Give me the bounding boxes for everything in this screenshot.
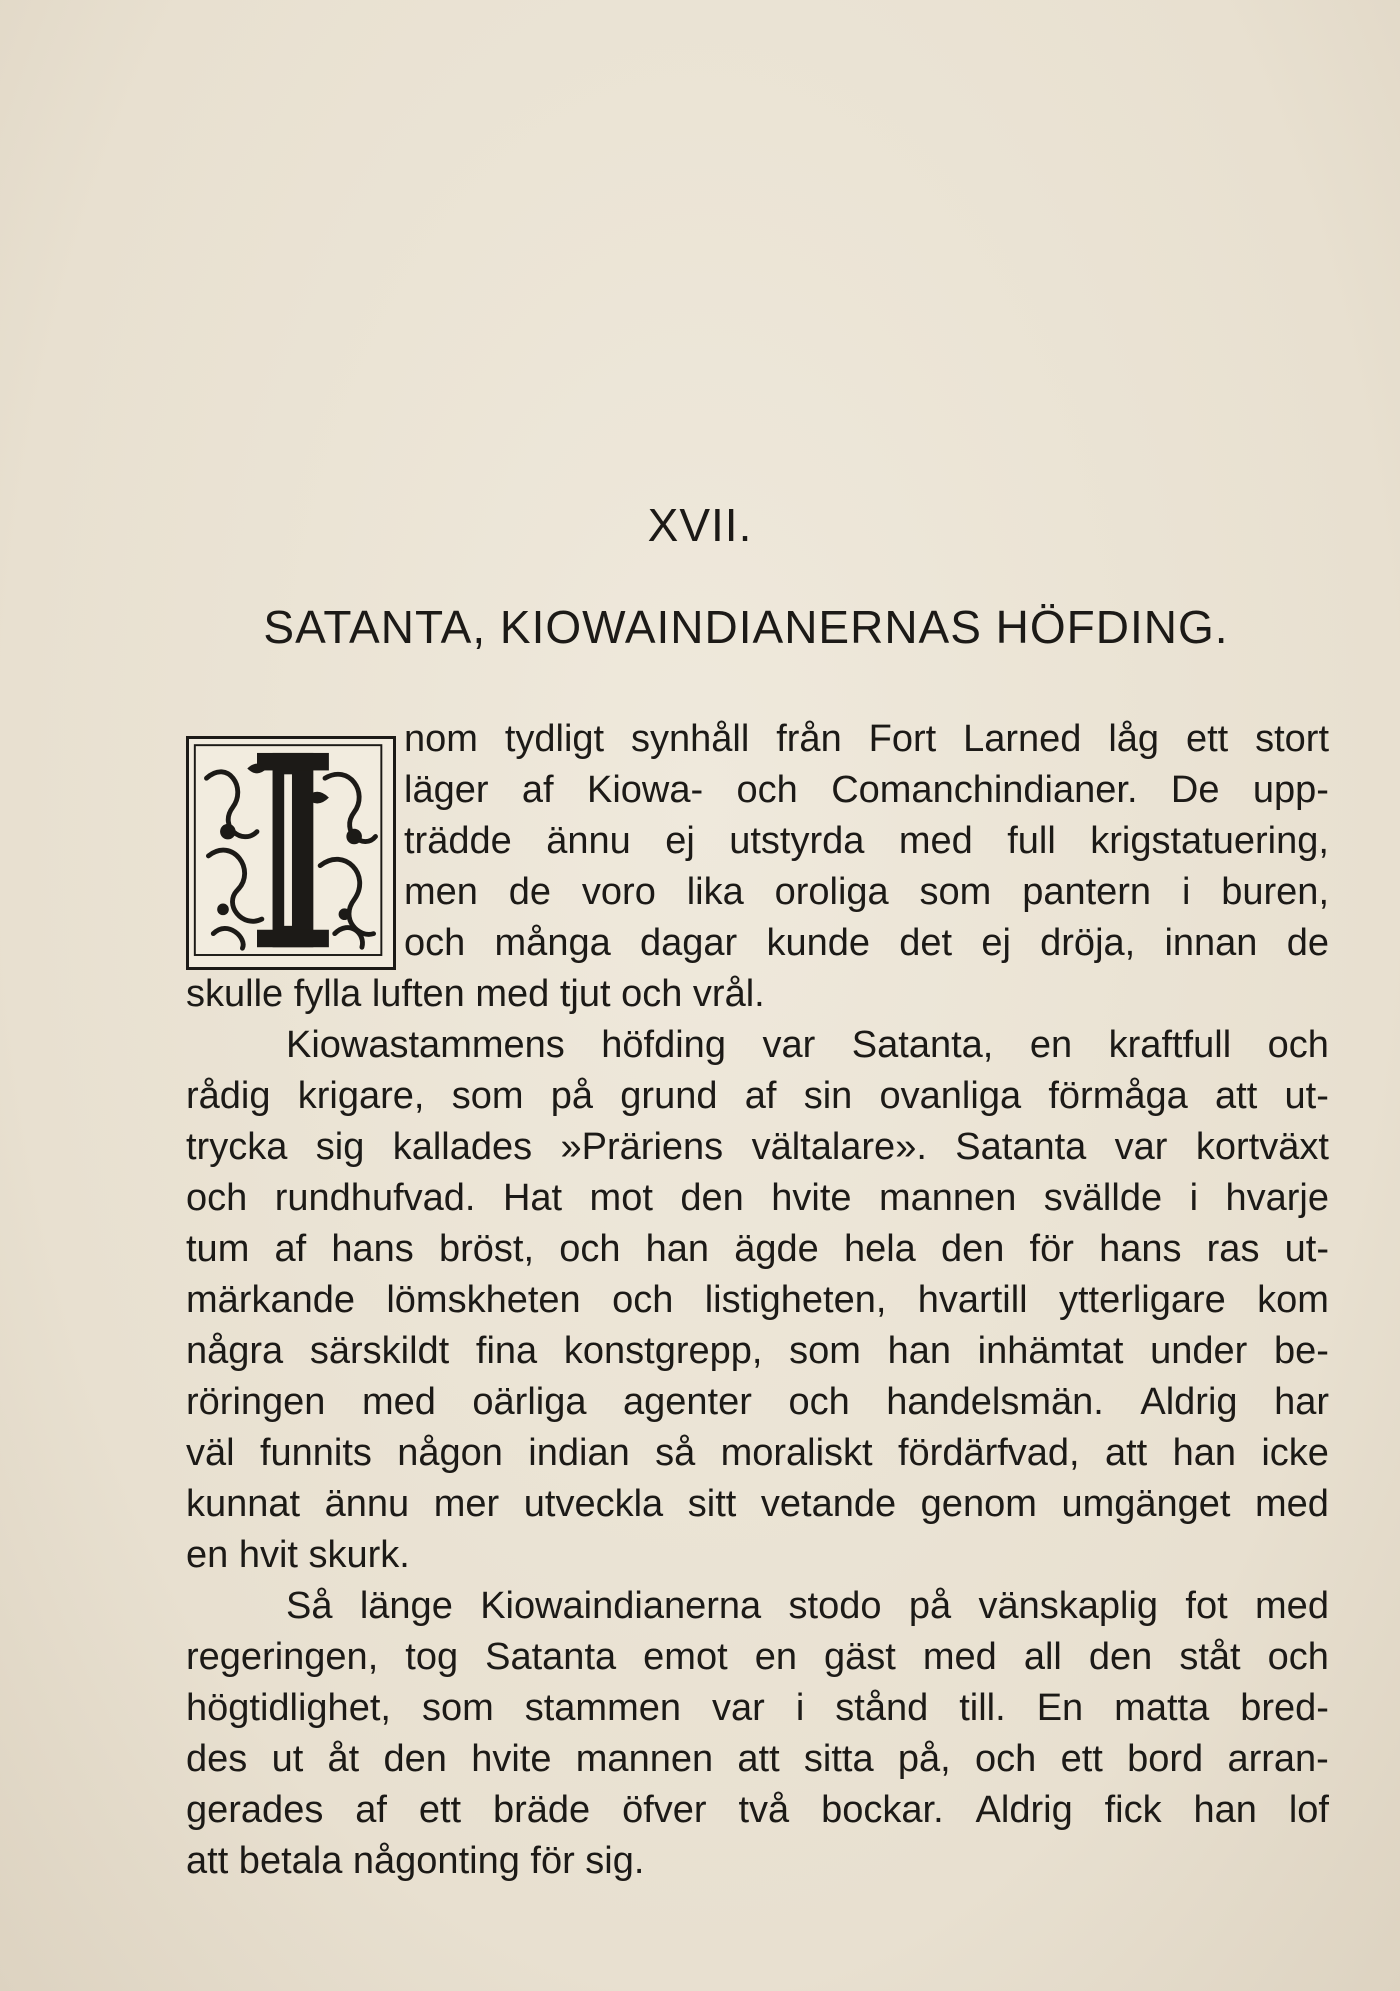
text-line-content (404, 918, 1329, 969)
word: väl (186, 1432, 235, 1474)
word: ovanliga (879, 1075, 1022, 1117)
word: öfver (622, 1789, 707, 1831)
word: ut- (1284, 1075, 1329, 1117)
word: handelsmän. (886, 1381, 1104, 1423)
word: kom (1257, 1279, 1329, 1321)
word: den (940, 1228, 1005, 1270)
word: bord (1127, 1738, 1204, 1780)
word: grund (620, 1075, 718, 1117)
text-line-content (404, 816, 1329, 867)
word: och (404, 922, 466, 964)
word: fick (1104, 1789, 1162, 1831)
word: moraliskt (720, 1432, 873, 1474)
word: upp- (1252, 769, 1329, 811)
word: under (1150, 1330, 1248, 1372)
word: mannen (575, 1738, 714, 1780)
word: Satanta, (851, 1024, 994, 1066)
word: dröja, (1040, 922, 1136, 964)
text-line (186, 1734, 1329, 1785)
text-line-content: en hvit skurk. (186, 1534, 410, 1576)
word: och (788, 1381, 850, 1423)
word: Kiowaindianerna (480, 1585, 762, 1627)
text-line-content (286, 1581, 1329, 1632)
word: krigstatuering, (1090, 820, 1329, 862)
word: mannen (879, 1177, 1017, 1219)
word: och (1267, 1024, 1329, 1066)
word: någon (397, 1432, 503, 1474)
word: fot (1185, 1585, 1228, 1627)
word: stodo (788, 1585, 882, 1627)
word: agenter (623, 1381, 752, 1423)
word: Kiowa- (586, 769, 704, 811)
word: utstyrda (729, 820, 865, 862)
word: full (1007, 820, 1056, 862)
word: svällde (1043, 1177, 1163, 1219)
text-line-content (404, 867, 1329, 918)
word: sin (803, 1075, 853, 1117)
word: några (186, 1330, 284, 1372)
word: bräde (493, 1789, 591, 1831)
word: ägde (734, 1228, 819, 1270)
word: af (355, 1789, 387, 1831)
word: inhämtat (977, 1330, 1124, 1372)
word: han (1172, 1432, 1236, 1474)
chapter-number: XVII. (647, 499, 753, 551)
word: den (383, 1738, 447, 1780)
word: hvite (471, 1738, 552, 1780)
text-line-content (186, 1173, 1329, 1224)
word: lömskheten (386, 1279, 581, 1321)
word: voro (581, 871, 656, 913)
word: som (421, 1687, 494, 1729)
word: och (975, 1738, 1037, 1780)
word: hans (1099, 1228, 1182, 1270)
word: och (186, 1177, 248, 1219)
text-line-content (404, 714, 1329, 765)
word: lika (686, 871, 744, 913)
text-line (186, 1836, 1329, 1887)
word: vältalare». (751, 1126, 927, 1168)
word: märkande (186, 1279, 355, 1321)
word: gerades (186, 1789, 324, 1831)
word: gäst (824, 1636, 896, 1678)
word: ut (271, 1738, 304, 1780)
word: af (744, 1075, 777, 1117)
word: Comanchindianer. (831, 769, 1138, 811)
word: umgänget (1061, 1483, 1231, 1525)
word: tydligt (504, 718, 605, 760)
word: trädde (404, 820, 512, 862)
word: icke (1261, 1432, 1329, 1474)
word: hela (843, 1228, 916, 1270)
text-line (186, 1530, 1329, 1581)
text-line (186, 1020, 1329, 1071)
word: fördärfvad, (897, 1432, 1080, 1474)
word: mot (589, 1177, 653, 1219)
word: de (508, 871, 552, 913)
word: af (274, 1228, 307, 1270)
word: sitta (803, 1738, 874, 1780)
word: genom (920, 1483, 1037, 1525)
word: tum (186, 1228, 250, 1270)
text-line (186, 1785, 1329, 1836)
text-line (186, 1377, 1329, 1428)
word: till. (959, 1687, 1006, 1729)
word: höfding (601, 1024, 726, 1066)
word: förmåga (1048, 1075, 1188, 1117)
text-line (186, 1071, 1329, 1122)
word: all (1023, 1636, 1062, 1678)
word: be- (1273, 1330, 1329, 1372)
ornamental-initial-icon (186, 736, 396, 970)
word: De (1170, 769, 1220, 811)
word: buren, (1221, 871, 1329, 913)
word: och (559, 1228, 621, 1270)
word: många (494, 922, 611, 964)
word: ej (981, 922, 1011, 964)
word: ej (665, 820, 695, 862)
word: var (762, 1024, 816, 1066)
word: konstgrepp, (563, 1330, 763, 1372)
word: stort (1255, 718, 1329, 760)
word: lof (1288, 1789, 1329, 1831)
word: vetande (760, 1483, 897, 1525)
word: trycka (186, 1126, 288, 1168)
word: ett (418, 1789, 462, 1831)
word: med (1255, 1585, 1329, 1627)
word: med (922, 1636, 997, 1678)
word: på (550, 1075, 594, 1117)
word: högtidlighet, (186, 1687, 391, 1729)
word: ännu (324, 1483, 410, 1525)
word: emot (643, 1636, 728, 1678)
word: var (712, 1687, 765, 1729)
word: krigare, (297, 1075, 425, 1117)
word: Kiowastammens (286, 1024, 565, 1066)
word: som (919, 871, 992, 913)
word: en (754, 1636, 797, 1678)
word: han (887, 1330, 951, 1372)
text-line-content (186, 1734, 1329, 1785)
text-line (186, 1224, 1329, 1275)
word: på (908, 1585, 952, 1627)
word: sig (315, 1126, 365, 1168)
word: indian (528, 1432, 630, 1474)
text-line-content: skulle fylla luften med tjut och vrål. (186, 973, 765, 1015)
word: en (1029, 1024, 1073, 1066)
text-line (186, 1326, 1329, 1377)
text-line-content (186, 1377, 1329, 1428)
word: rundhufvad. (274, 1177, 476, 1219)
word: mer (433, 1483, 500, 1525)
word: utveckla (523, 1483, 664, 1525)
word: länge (359, 1585, 453, 1627)
text-line (186, 969, 1329, 1020)
word: två (738, 1789, 790, 1831)
word: att (1215, 1075, 1258, 1117)
word: bockar. (821, 1789, 944, 1831)
word: innan (1164, 922, 1258, 964)
word: kortväxt (1195, 1126, 1329, 1168)
text-line (186, 1275, 1329, 1326)
word: med (898, 820, 973, 862)
word: rådig (186, 1075, 271, 1117)
text-line (186, 1428, 1329, 1479)
text-line (186, 1479, 1329, 1530)
word: ett (1060, 1738, 1103, 1780)
word: nom (404, 718, 478, 760)
word: var (1114, 1126, 1168, 1168)
text-line-content (186, 1122, 1329, 1173)
word: Aldrig (1140, 1381, 1238, 1423)
word: ras (1206, 1228, 1260, 1270)
word: stammen (524, 1687, 682, 1729)
word: så (655, 1432, 696, 1474)
word: oroliga (774, 871, 889, 913)
word: »Präriens (560, 1126, 724, 1168)
word: bröst, (438, 1228, 535, 1270)
word: har (1274, 1381, 1329, 1423)
word: Aldrig (975, 1789, 1073, 1831)
word: tog (405, 1636, 459, 1678)
word: som (451, 1075, 524, 1117)
word: på, (897, 1738, 951, 1780)
text-line-content (186, 1275, 1329, 1326)
word: det (899, 922, 953, 964)
word: af (521, 769, 554, 811)
word: och (736, 769, 798, 811)
word: des (186, 1738, 248, 1780)
word: den (1088, 1636, 1153, 1678)
word: hvartill (917, 1279, 1028, 1321)
word: Fort (868, 718, 937, 760)
word: regeringen, (186, 1636, 379, 1678)
word: att (737, 1738, 780, 1780)
text-line-content (186, 1071, 1329, 1122)
word: låg (1108, 718, 1160, 760)
word: stånd (835, 1687, 929, 1729)
text-line-content (186, 1428, 1329, 1479)
word: kunde (766, 922, 870, 964)
word: i (1189, 1177, 1199, 1219)
word: men (404, 871, 478, 913)
text-line-content (286, 1020, 1329, 1071)
word: i (1181, 871, 1191, 913)
word: matta (1114, 1687, 1210, 1729)
word: En (1036, 1687, 1084, 1729)
word: oärliga (472, 1381, 587, 1423)
word: Så (286, 1585, 333, 1627)
word: vänskaplig (978, 1585, 1159, 1627)
word: listigheten, (704, 1279, 887, 1321)
word: arran- (1227, 1738, 1329, 1780)
word: fina (475, 1330, 538, 1372)
text-line-content (186, 1785, 1329, 1836)
word: med (361, 1381, 436, 1423)
word: kallades (392, 1126, 533, 1168)
word: kunnat (186, 1483, 301, 1525)
word: röringen (186, 1381, 326, 1423)
word: från (776, 718, 842, 760)
text-line (186, 1683, 1329, 1734)
text-line (186, 1173, 1329, 1224)
text-line-content (186, 1683, 1329, 1734)
word: läger (404, 769, 489, 811)
text-line-content (404, 765, 1329, 816)
word: hvarje (1225, 1177, 1329, 1219)
word: och (612, 1279, 674, 1321)
word: synhåll (631, 718, 750, 760)
word: Larned (963, 718, 1082, 760)
word: åt (327, 1738, 360, 1780)
text-line-content (186, 1224, 1329, 1275)
text-line (186, 1122, 1329, 1173)
word: ståt (1179, 1636, 1241, 1678)
word: med (1255, 1483, 1329, 1525)
word: hvite (771, 1177, 852, 1219)
word: hans (331, 1228, 414, 1270)
word: för (1029, 1228, 1074, 1270)
text-line-content (186, 1632, 1329, 1683)
word: han (645, 1228, 710, 1270)
word: som (789, 1330, 861, 1372)
word: särskildt (309, 1330, 450, 1372)
word: ytterligare (1058, 1279, 1226, 1321)
text-line-content (186, 1326, 1329, 1377)
word: ett (1185, 718, 1229, 760)
chapter-title: SATANTA, KIOWAINDIANERNAS HÖFDING. (263, 601, 1229, 653)
word: Satanta (955, 1126, 1087, 1168)
word: dagar (639, 922, 738, 964)
text-line-content: att betala någonting för sig. (186, 1840, 645, 1882)
word: Satanta (485, 1636, 617, 1678)
word: och (1267, 1636, 1329, 1678)
word: bred- (1240, 1687, 1329, 1729)
chapter-body (186, 714, 1329, 1887)
text-line (186, 1581, 1329, 1632)
word: sitt (687, 1483, 737, 1525)
word: att (1104, 1432, 1148, 1474)
word: han (1193, 1789, 1257, 1831)
word: de (1286, 922, 1329, 964)
word: kraftfull (1108, 1024, 1232, 1066)
text-line-content (186, 1479, 1329, 1530)
word: ut- (1284, 1228, 1329, 1270)
word: i (795, 1687, 805, 1729)
word: funnits (259, 1432, 372, 1474)
text-line (186, 1632, 1329, 1683)
word: ännu (546, 820, 631, 862)
word: Hat (502, 1177, 563, 1219)
word: pantern (1022, 871, 1152, 913)
word: den (680, 1177, 744, 1219)
